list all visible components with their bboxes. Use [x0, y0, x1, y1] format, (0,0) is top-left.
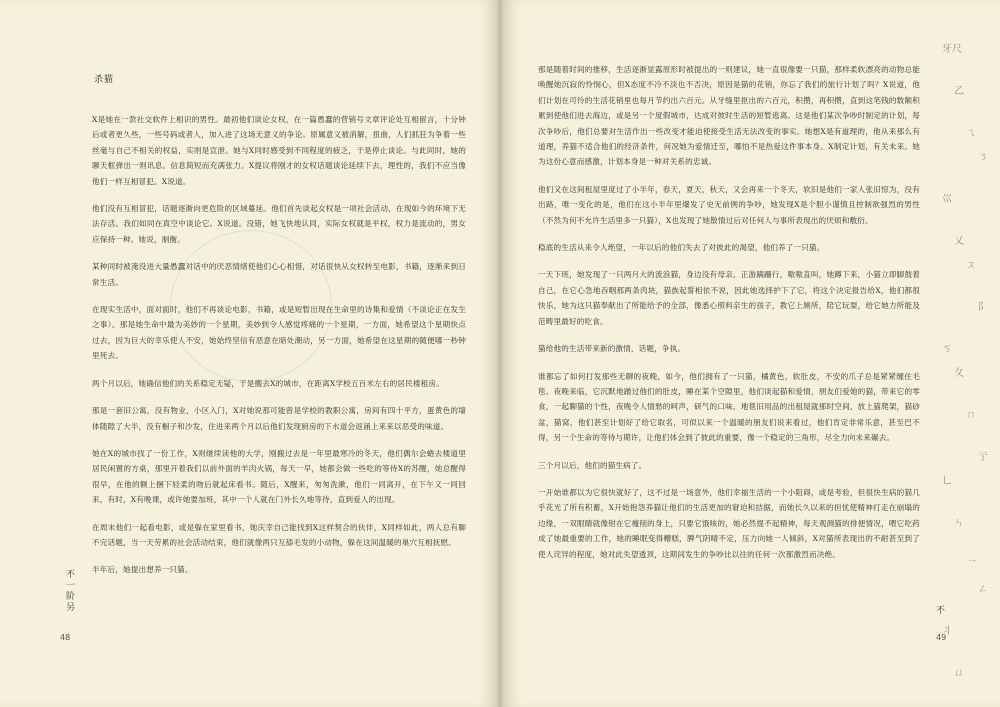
- paragraph: 稳底的生活从来令人绝望，一年以后的他们失去了对彼此的渴望，他们养了一只猫。: [538, 243, 825, 253]
- paragraph: 那是随着时间的推移，生活逐渐显露原形时被提出的一则建议，她一直很像要一只猫，那样柔软漂亮的动物总能唤醒她沉寂的怜悯心，但X态度不冷不淡也不否决，原因是猫的花销，你忘了我们的旅行计划了吗？X说道，他们计划在可怜的生活花销里也每月节约出六百元。从牙缝里抠出的六百元，积攒，再积攒，直到这笔钱的数额积累到使他们进去海边，或是另一个度假城市，达成对彼时生活的短暂逃离。这是他们某次争吵时制定的计划，每次争吵后，他们总要对生活作出一些改变才能迫使接受生活无法改变的事实。她想X是有道理的，他从来那么有道理，养猫不适合他们的经济条件，何况她为爱情迁至，哪怕不是热爱这件事本身。X制定计划，有关未来。她为这份心意而感激，计划本身是一种对关系的忠诚。: [538, 65, 920, 167]
- paragraph: 一开始谁都以为它很快就好了，这不过是一场意外，他们幸福生活的一个小阻碍，或是考验，但很快生病的猫几乎花光了所有积蓄，X开始抱怨养猫让他们的生活更加的窘迫和拮据，而她长久以来的担忧使精神打走在崩塌的边缘，一双眼睛就像钳在它瘦削的身上，只要它饿咳的，她必然提不起精神，每天观测猫的排便情况，喂它吃药成了她最重要的工作，她的睡眠变得糟糕，脾气阴晴不定，压力向她一人倾斜，X对猫所表现出的不耐甚至到了使人诧异的程度，她对此失望透顶，这期间发生的争吵比以往的任何一次都激烈而决绝。: [538, 487, 920, 559]
- right-page-body: [538, 62, 920, 574]
- stamp-mark: 乙: [954, 86, 964, 97]
- paragraph: 他们又在这间租屋里度过了小半年，春天，夏天，秋天，又会再来一个冬天，软旧是他们一家人张旧惊为，没有出路，唯一变化的是，他们在这小半年里爆发了史无前例的争吵，她发现X是个胆小谨慎且控制欲强烈的男性（不然为何不允许生活里多一只猫），X也发现了她散情过后对任何人与事所表现出的厌烦和敷衍。: [538, 184, 920, 225]
- stamp-mark: ㄟ: [966, 128, 976, 139]
- stamp-mark: 乂: [954, 236, 964, 247]
- stamp-mark: ㄋ: [978, 152, 988, 163]
- paragraph: 那是一套旧公寓，没有物业，小区入门，X对她说那可能曾是学校的教职公寓，房间有四十平方，蛋黄色的墙体随隙了大半，没有橱子和沙发，住进来两个月以后他们发现厨房的下水道会返涌上来来以恶受的味道。: [92, 406, 466, 431]
- stamp-mark: ㄇ: [966, 410, 976, 421]
- paragraph: 在现实生活中，面对面时，他们不再谈论电影，书籍，或是短暂出现在生命里的诗集和爱情（不谈论正在发生之事）。那是她生命中最为美妙的一个星期，美妙到令人感觉疼痛的一个星期，一方面，她希望这个星期快点过去，因为巨大的幸乐使人不安，她始终坚信有恶意在暗处潮动，另一方面，她希望在这星期的随便哪一秒钟里死去。: [92, 305, 466, 361]
- stamp-mark: 阝: [978, 302, 988, 313]
- stamp-mark: 巛: [942, 194, 952, 205]
- stamp-mark: 丬: [942, 626, 952, 637]
- paragraph: 猫给他的生活带来新的激情，话题，争执。: [538, 344, 686, 354]
- paragraph: 某种同时被淹没进大量愚蠢对话中的厌恶情绪使他们心心相惜，对话很快从女权转至电影，书籍，逐渐来到日常生活。: [92, 262, 466, 287]
- stamp-mark: 乛: [966, 560, 976, 571]
- stamp-mark: ㄡ: [966, 260, 976, 271]
- left-page: [0, 0, 498, 707]
- paragraph: 谁都忘了如何打发那些无聊的夜晚，如今，他们拥有了一只猫，橘黄色，软肚皮，不安的爪子总是紧紧缠住毛毯。夜晚来临，它沉默地蹭过他们的肚皮，睡在某个空隙里，他们谈起猫和爱情，朋友们爱她的猫，带来它的零食，一起聊猫的个性，夜晚令人情愁的呵声，研气的口味，地毯旧用品的出租屋就那时空间，放上猫爬架，猫砂盆，猫窝，他们甚至计划好了给它取名，可似以来一个温暖的朋友们说来看过，他们肯定非常乐意，甚至巴不得，另一个生命的等待与期许，让他们体会到了彼此的重要，像一个稳定的三角形，尽全力向未来碾去。: [538, 371, 920, 443]
- paragraph: 她在X的城市找了一份工作，X则继续读他的大学，刚搬过去是一年里最寒冷的冬天，他们偶尔会蜷去楼道里居民闲置的方桌，那里开着我们以前外面的羊肉火锅，每天一早，她都会做一些吃的等待X的苏醒，她总醒得很早，在他的额上捆下轻柔的吻后就起床看书。随后，X醒来，匆匆洗漱，他们一同离开，在下午又一同回来，有时，X有晚课，或许她要加班，其中一个人就在门外长久地等待，直到爱人的出现。: [92, 448, 466, 505]
- left-page-body: [92, 112, 466, 590]
- stamp-mark: ㄥ: [978, 584, 988, 595]
- stamp-mark: 亍: [978, 452, 988, 463]
- paragraph: 半年后，她提出想养一只猫。: [92, 565, 193, 575]
- chapter-title: 杀猫: [94, 75, 115, 85]
- running-side-mark: 不: [936, 606, 946, 616]
- stamp-mark: ㄩ: [954, 668, 964, 679]
- paragraph: 他们没有互相冒犯，话题逐渐向更危险的区域蔓延。他们首先谈起女权是一项社会活动，在现如今的环境下无法存活。我们如同在真空中谈论它。X说道。没错，她飞快地认同，实际女权就是平权，权力是流动的，男女应保持一种。她说，制衡。: [92, 204, 466, 244]
- stamp-mark: ㄣ: [954, 518, 964, 529]
- running-side-mark: 不一阶另: [64, 569, 74, 613]
- paragraph: 两个月以后，她确信他们的关系稳定无疑，于是搬去X的城市，在距离X学校五百米左右的居民楼租房。: [92, 378, 444, 388]
- paragraph: 在周末他们一起看电影，或是躲在家里看书，她庆幸自己能找到X这样契合的伙伴，X同样如此，两人总有聊不完话题，当一天劳累的社会活动结束，他们就像两只互舔毛发的小动物，躲在这间温暖的巢穴互相抚慰。: [92, 522, 466, 547]
- paragraph: 一天下班，她发现了一只两月大的流浪猫，身边没有母亲，正游蹒跚行，嗷嗷直叫，她蹲下来，小猫立即脚鼓着自己，在它心急地吞咽那两条肉块，猫族起誓相依不说，因此她选择护下了它，将这个决定报告给X，他们都很快乐，她为这只猫奉献出了所能给予的全部，像悉心照料亲生的孩子，教它上厕所，陪它玩耍，给它她力所能及范畴里最好的吃食。: [538, 270, 920, 326]
- stamp-mark: ㄎ: [942, 344, 952, 355]
- right-page: [502, 0, 1000, 707]
- page-number: 49: [936, 633, 947, 642]
- page-number: 48: [60, 633, 71, 642]
- stamp-mark: 夂: [954, 368, 964, 379]
- paragraph: 三个月以后，他们的猫生病了。: [538, 460, 647, 470]
- stamp-mark: 乚: [942, 476, 952, 487]
- edge-stamp-marks: [932, 40, 1000, 700]
- stamp-mark: 牙尺: [942, 44, 962, 55]
- paragraph: X是她在一款社交软件上相识的男性。最初他们谈论女权，在一篇愚蠢的营销号文章评论处互相留言，十分钟后或者更久些，一些号码或者人，加入进了这场无意义的争论。原属意义被消解，扭曲，人们抓狂为争着一些丝毫与自己不相关的权益，实则是宣泄。她与X同时感受到不同程度的疲乏，于是停止谈论。与此同时，她的聊天框弹出一则讯息。信息简短而充满张力。X提议将刚才的女权话题谈论延续下去，理性的，我们不应当像他们一样互相冒犯。X说道。: [92, 115, 466, 186]
